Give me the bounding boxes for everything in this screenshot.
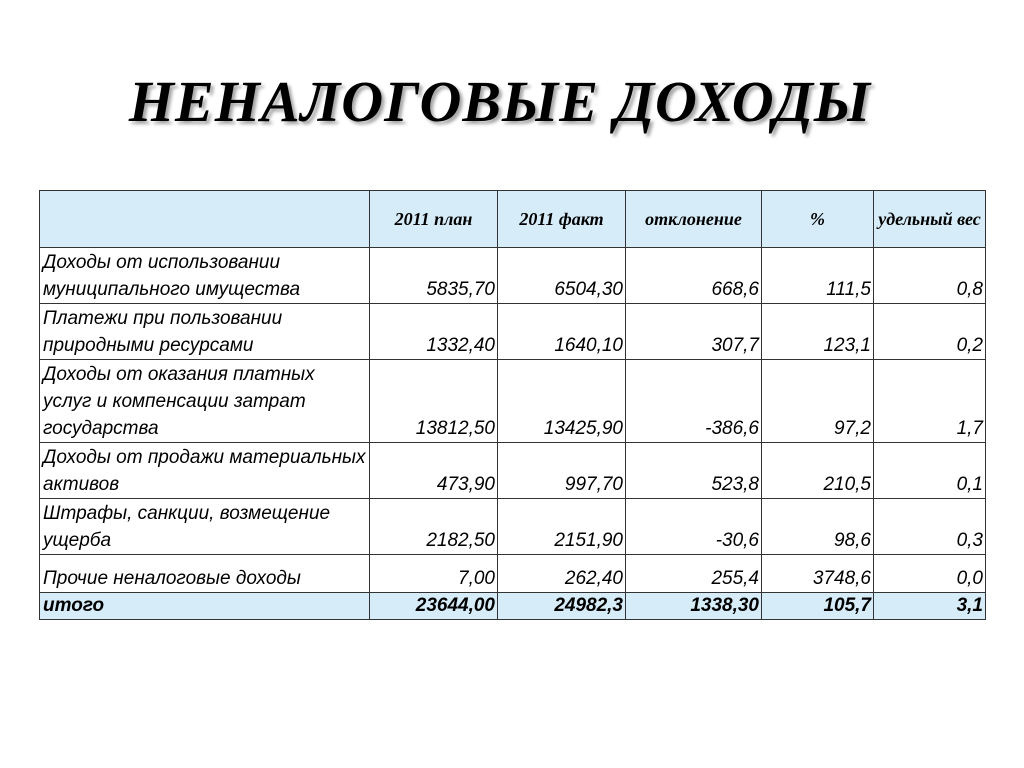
header-deviation: отклонение xyxy=(626,191,762,248)
row-share: 0,8 xyxy=(874,248,986,304)
row-fact: 13425,90 xyxy=(498,360,626,443)
table-row xyxy=(40,443,986,499)
row-label: Доходы от продажи материальных активов xyxy=(40,443,370,499)
row-label: Штрафы, санкции, возмещение ущерба xyxy=(40,499,370,555)
table-row xyxy=(40,499,986,555)
total-percent: 105,7 xyxy=(762,593,874,620)
table-row xyxy=(40,555,986,593)
row-share: 0,2 xyxy=(874,304,986,360)
row-deviation: 255,4 xyxy=(626,555,762,593)
header-percent: % xyxy=(762,191,874,248)
header-fact: 2011 факт xyxy=(498,191,626,248)
row-fact: 6504,30 xyxy=(498,248,626,304)
row-deviation: -30,6 xyxy=(626,499,762,555)
row-plan: 473,90 xyxy=(370,443,498,499)
total-share: 3,1 xyxy=(874,593,986,620)
row-deviation: 523,8 xyxy=(626,443,762,499)
row-percent: 98,6 xyxy=(762,499,874,555)
row-plan: 13812,50 xyxy=(370,360,498,443)
total-fact: 24982,3 xyxy=(498,593,626,620)
table-row xyxy=(40,248,986,304)
header-plan: 2011 план xyxy=(370,191,498,248)
row-fact: 2151,90 xyxy=(498,499,626,555)
row-deviation: 307,7 xyxy=(626,304,762,360)
header-share: удельный вес xyxy=(874,191,986,248)
row-fact: 262,40 xyxy=(498,555,626,593)
row-deviation: 668,6 xyxy=(626,248,762,304)
row-plan: 2182,50 xyxy=(370,499,498,555)
row-plan: 5835,70 xyxy=(370,248,498,304)
table-total-row xyxy=(40,593,986,620)
total-deviation: 1338,30 xyxy=(626,593,762,620)
row-share: 0,1 xyxy=(874,443,986,499)
table-header-row xyxy=(40,191,986,248)
table-row xyxy=(40,304,986,360)
table-row xyxy=(40,360,986,443)
row-plan: 1332,40 xyxy=(370,304,498,360)
row-percent: 97,2 xyxy=(762,360,874,443)
row-percent: 123,1 xyxy=(762,304,874,360)
row-plan: 7,00 xyxy=(370,555,498,593)
row-label: Доходы от оказания платных услуг и компенсации затрат государства xyxy=(40,360,370,443)
row-deviation: -386,6 xyxy=(626,360,762,443)
row-share: 0,0 xyxy=(874,555,986,593)
header-label xyxy=(40,191,370,248)
row-share: 0,3 xyxy=(874,499,986,555)
row-percent: 111,5 xyxy=(762,248,874,304)
row-share: 1,7 xyxy=(874,360,986,443)
row-percent: 210,5 xyxy=(762,443,874,499)
row-fact: 1640,10 xyxy=(498,304,626,360)
row-label: Прочие неналоговые доходы xyxy=(40,555,370,593)
total-plan: 23644,00 xyxy=(370,593,498,620)
row-fact: 997,70 xyxy=(498,443,626,499)
slide-title: НЕНАЛОГОВЫЕ ДОХОДЫ xyxy=(128,69,872,134)
non-tax-income-table xyxy=(39,190,986,620)
row-percent: 3748,6 xyxy=(762,555,874,593)
row-label: Доходы от использовании муниципального имущества xyxy=(40,248,370,304)
row-label: Платежи при пользовании природными ресурсами xyxy=(40,304,370,360)
total-label: итого xyxy=(40,593,370,620)
